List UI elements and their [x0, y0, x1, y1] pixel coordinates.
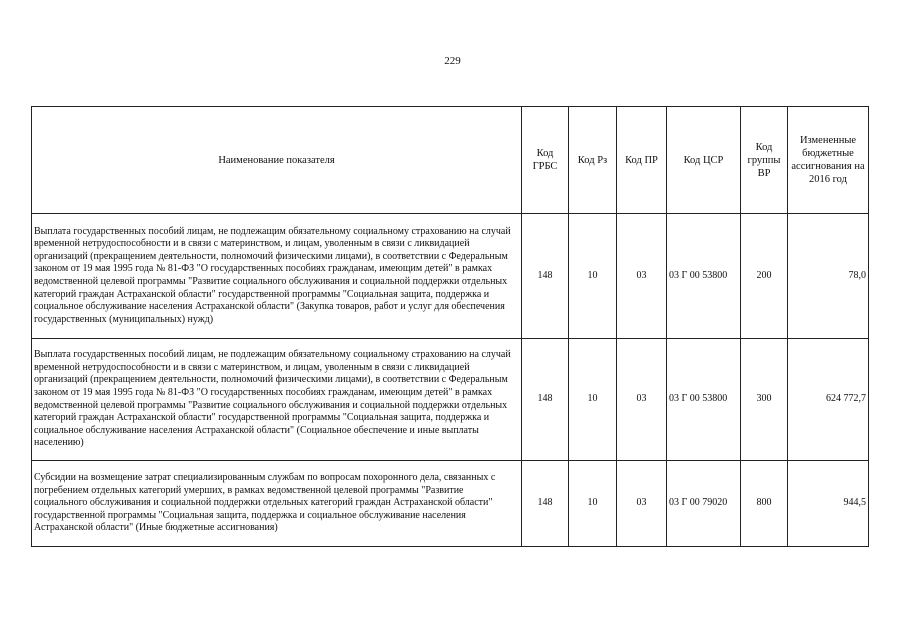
row-rz: 10	[569, 214, 617, 339]
row-amount: 78,0	[788, 214, 869, 339]
row-name: Субсидии на возмещение затрат специализированным службам по вопросам похоронного дела, связанных с погребением отдельных категорий умерших, в рамках ведомственной целевой программы "Развитие социального обслуживания и социальной поддержки отдельных категорий граждан Астраханской области" государственной программы "Социальная защита, поддержка и социальное обслуживание населения Астраханской области" (Иные бюджетные ассигнования)	[32, 461, 522, 547]
row-csr: 03 Г 00 79020	[667, 461, 741, 547]
row-amount: 944,5	[788, 461, 869, 547]
row-vr: 200	[741, 214, 788, 339]
header-pr: Код ПР	[617, 107, 667, 214]
table-row	[32, 214, 869, 339]
table-row	[32, 461, 869, 547]
header-grbs: Код ГРБС	[522, 107, 569, 214]
header-vr: Код группы ВР	[741, 107, 788, 214]
row-pr: 03	[617, 339, 667, 461]
row-grbs: 148	[522, 461, 569, 547]
row-csr: 03 Г 00 53800	[667, 214, 741, 339]
header-rz: Код Рз	[569, 107, 617, 214]
header-name: Наименование показателя	[32, 107, 522, 214]
header-csr: Код ЦСР	[667, 107, 741, 214]
row-rz: 10	[569, 339, 617, 461]
row-grbs: 148	[522, 339, 569, 461]
row-rz: 10	[569, 461, 617, 547]
row-name: Выплата государственных пособий лицам, не подлежащим обязательному социальному страхованию на случай временной нетрудоспособности и в связи с материнством, и лицам, уволенным в связи с ликвидацией организаций (прекращением деятельности, полномочий физическими лицами), в соответствии с Федеральным законом от 19 мая 1995 года № 81-ФЗ "О государственных пособиях гражданам, имеющим детей" в рамках ведомственной целевой программы "Развитие социального обслуживания и социальной поддержки отдельных категорий граждан Астраханской области" государственной программы "Социальная защита, поддержка и социальное обслуживание населения Астраханской области" (Закупка товаров, работ и услуг для обеспечения государственных (муниципальных) нужд)	[32, 214, 522, 339]
budget-table	[31, 106, 869, 547]
table-row	[32, 339, 869, 461]
row-pr: 03	[617, 461, 667, 547]
table-header-row	[32, 107, 869, 214]
row-vr: 300	[741, 339, 788, 461]
header-amount: Измененные бюджетные ассигнования на 2016 год	[788, 107, 869, 214]
page-number: 229	[444, 55, 461, 67]
row-vr: 800	[741, 461, 788, 547]
row-pr: 03	[617, 214, 667, 339]
row-name: Выплата государственных пособий лицам, не подлежащим обязательному социальному страхованию на случай временной нетрудоспособности и в связи с материнством, и лицам, уволенным в связи с ликвидацией организаций (прекращением деятельности, полномочий физическими лицами), в соответствии с Федеральным законом от 19 мая 1995 года № 81-ФЗ "О государственных пособиях гражданам, имеющим детей" в рамках ведомственной целевой программы "Развитие социального обслуживания и социальной поддержки отдельных категорий граждан Астраханской области" государственной программы "Социальная защита, поддержка и социальное обслуживание населения Астраханской области" (Социальное обеспечение и иные выплаты населению)	[32, 339, 522, 461]
row-grbs: 148	[522, 214, 569, 339]
row-csr: 03 Г 00 53800	[667, 339, 741, 461]
row-amount: 624 772,7	[788, 339, 869, 461]
